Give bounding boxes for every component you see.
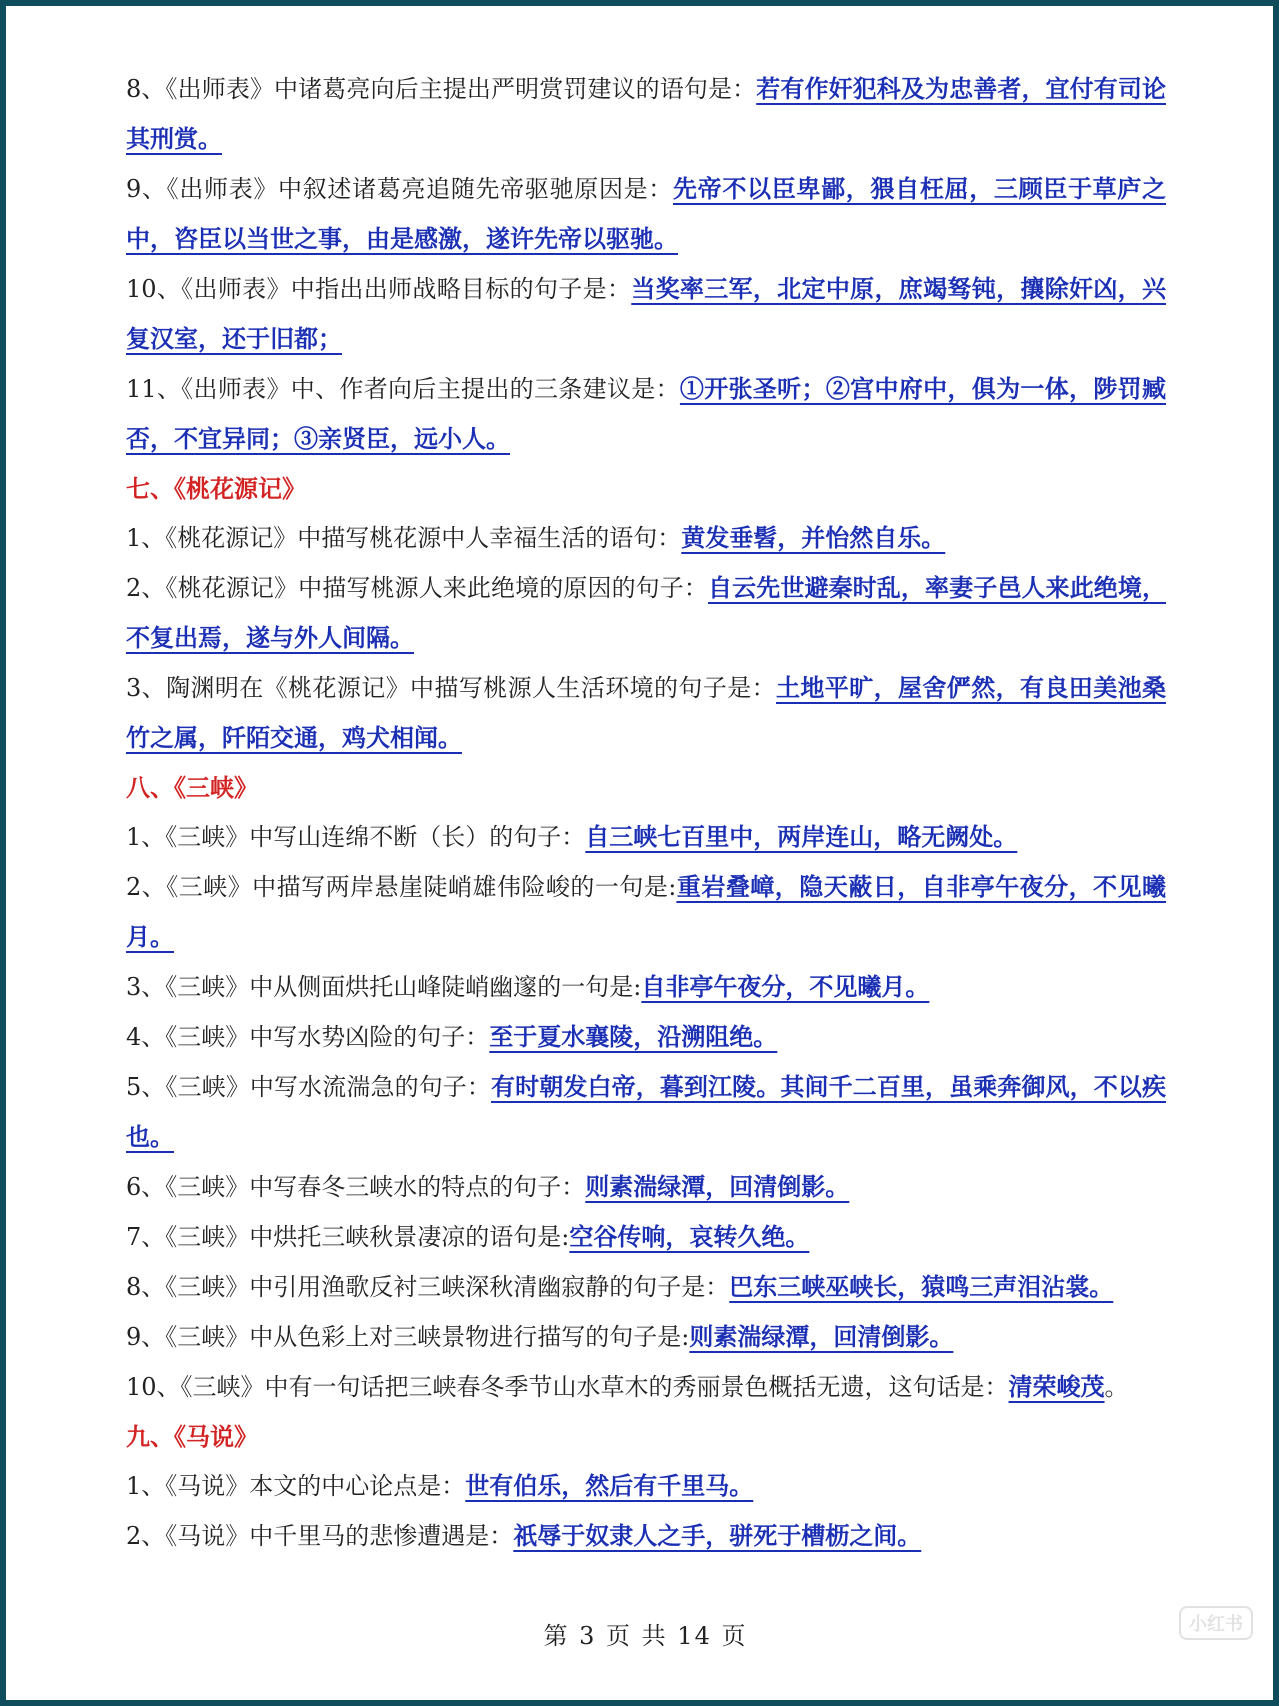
question-item: [126, 563, 1166, 663]
answer-text: 先帝不以臣卑鄙，猥自枉屈，三顾臣于草庐之中，咨臣以当世之事，由是感激，遂许先帝以驱驰。: [126, 174, 1166, 253]
answer-text: 若有作奸犯科及为忠善者，宜付有司论其刑赏。: [126, 74, 1166, 153]
question-text: 4、《三峡》中写水势凶险的句子：: [126, 1023, 490, 1051]
document-body: [126, 64, 1166, 1561]
answer-text: 自云先世避秦时乱，率妻子邑人来此绝境，不复出焉，遂与外人间隔。: [126, 573, 1166, 652]
question-text: 3、陶渊明在《桃花源记》中描写桃源人生活环境的句子是：: [126, 674, 777, 702]
answer-text: ①开张圣听；②宫中府中，俱为一体，陟罚臧否，不宜异同；③亲贤臣，远小人。: [126, 374, 1166, 453]
question-item: [126, 1212, 1166, 1262]
section-heading: 九、《马说》: [126, 1422, 258, 1451]
question-item: [126, 1162, 1166, 1212]
answer-text: 世有伯乐，然后有千里马。: [465, 1471, 754, 1500]
question-text: 8、《三峡》中引用渔歌反衬三峡深秋清幽寂静的句子是：: [126, 1273, 730, 1301]
answer-text: 自非亭午夜分，不见曦月。: [641, 972, 930, 1001]
question-text: 1、《马说》本文的中心论点是：: [126, 1472, 466, 1500]
question-text: 9、《三峡》中从色彩上对三峡景物进行描写的句子是:: [126, 1323, 690, 1351]
question-text: 10、《三峡》中有一句话把三峡春冬季节山水草木的秀丽景色概括无遗，这句话是：: [126, 1373, 1009, 1401]
answer-text: 则素湍绿潭，回清倒影。: [689, 1322, 954, 1351]
answer-text: 至于夏水襄陵，沿溯阻绝。: [489, 1022, 778, 1051]
question-text: 2、《马说》中千里马的悲惨遭遇是：: [126, 1522, 514, 1550]
question-item: [126, 1362, 1166, 1412]
question-item: [126, 862, 1166, 962]
question-text: 6、《三峡》中写春冬三峡水的特点的句子：: [126, 1173, 586, 1201]
question-item: [126, 1012, 1166, 1062]
question-text: 11、《出师表》中、作者向后主提出的三条建议是：: [126, 375, 680, 403]
question-item: [126, 812, 1166, 862]
answer-text: 自三峡七百里中，两岸连山，略无阙处。: [585, 822, 1018, 851]
answer-text: 祇辱于奴隶人之手，骈死于槽枥之间。: [513, 1521, 922, 1550]
answer-text: 清荣峻茂: [1008, 1372, 1105, 1401]
question-item: [126, 364, 1166, 464]
question-text: 3、《三峡》中从侧面烘托山峰陡峭幽邃的一句是:: [126, 973, 642, 1001]
question-item: [126, 962, 1166, 1012]
answer-text: 空谷传响，哀转久绝。: [569, 1222, 810, 1251]
question-item: [126, 1312, 1166, 1362]
answer-text: 有时朝发白帝，暮到江陵。其间千二百里，虽乘奔御风，不以疾也。: [126, 1072, 1166, 1151]
question-text: 9、《出师表》中叙述诸葛亮追随先帝驱驰原因是：: [126, 175, 673, 203]
watermark: [1073, 1606, 1253, 1696]
question-item: [126, 663, 1166, 763]
question-text: 5、《三峡》中写水流湍急的句子：: [126, 1073, 492, 1101]
answer-text: 巴东三峡巫峡长，猿鸣三声泪沾裳。: [729, 1272, 1114, 1301]
answer-text: 则素湍绿潭，回清倒影。: [585, 1172, 850, 1201]
question-item: [126, 1461, 1166, 1511]
question-text: 2、《桃花源记》中描写桃源人来此绝境的原因的句子：: [126, 574, 709, 602]
question-text: 10、《出师表》中指出出师战略目标的句子是：: [126, 275, 632, 303]
question-item: [126, 264, 1166, 364]
question-item: [126, 1511, 1166, 1561]
question-item: [126, 64, 1166, 164]
question-text: 2、《三峡》中描写两岸悬崖陡峭雄伟险峻的一句是:: [126, 873, 677, 901]
answer-text: 重岩叠嶂，隐天蔽日，自非亭午夜分，不见曦月。: [126, 872, 1167, 951]
answer-text: 土地平旷，屋舍俨然，有良田美池桑竹之属，阡陌交通，鸡犬相闻。: [126, 673, 1166, 752]
question-item: [126, 164, 1166, 264]
answer-text: 当奖率三军，北定中原，庶竭驽钝，攘除奸凶，兴复汉室，还于旧都；: [126, 274, 1166, 353]
question-item: [126, 1062, 1166, 1162]
watermark-logo: 小红书: [1179, 1606, 1253, 1640]
section-heading: 八、《三峡》: [126, 773, 258, 802]
question-text: 1、《三峡》中写山连绵不断（长）的句子：: [126, 823, 586, 851]
page-footer: 第 3 页 共 14 页: [543, 1622, 748, 1650]
section-heading: 七、《桃花源记》: [126, 474, 306, 503]
answer-text: 黄发垂髫，并怡然自乐。: [681, 523, 946, 552]
question-text: 7、《三峡》中烘托三峡秋景凄凉的语句是:: [126, 1223, 570, 1251]
question-item: [126, 1262, 1166, 1312]
question-item: [126, 513, 1166, 563]
question-text: 1、《桃花源记》中描写桃花源中人幸福生活的语句：: [126, 524, 682, 552]
answer-tail: 。: [1104, 1373, 1129, 1401]
question-text: 8、《出师表》中诸葛亮向后主提出严明赏罚建议的语句是：: [126, 75, 757, 103]
